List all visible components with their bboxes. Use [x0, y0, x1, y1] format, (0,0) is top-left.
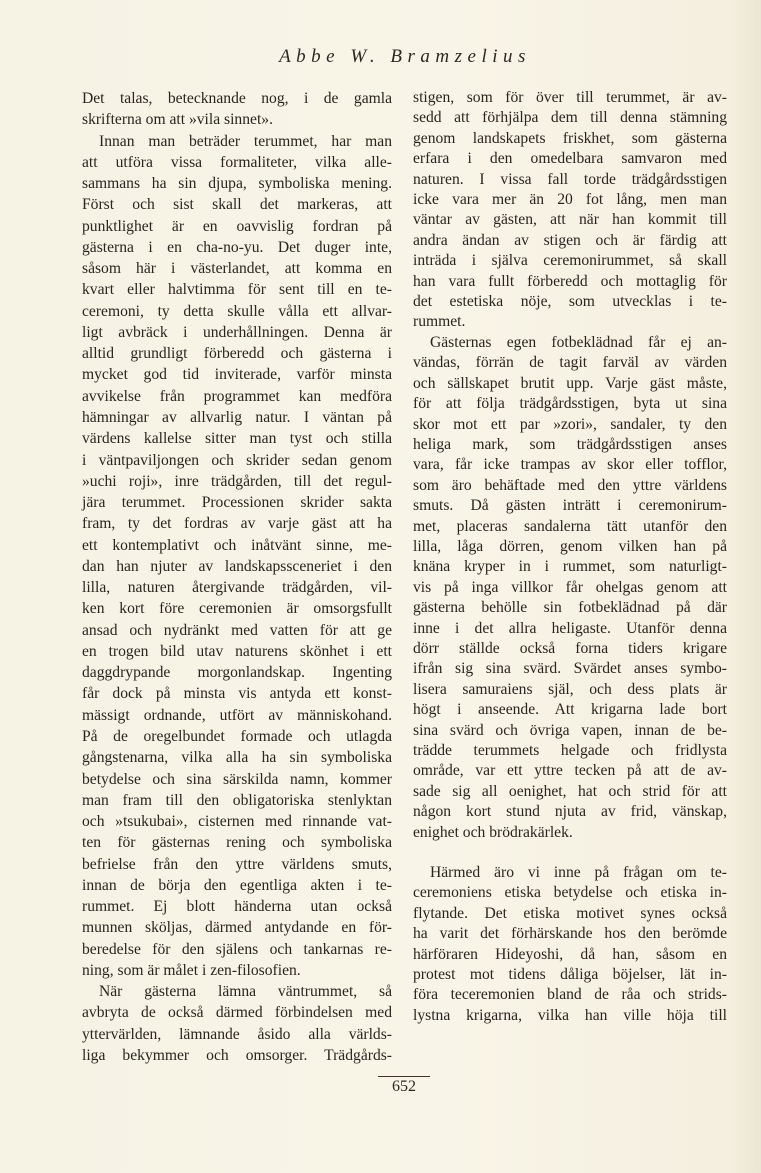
- paragraph: [413, 333, 727, 843]
- text-line: mycket god tid inviterade, varför minsta: [82, 366, 392, 384]
- text-line: lilla, låga dörren, genom vilken han på: [413, 537, 727, 555]
- text-line: det estetiska nöje, som utvecklas i te-: [413, 293, 727, 311]
- left-text-column: [82, 88, 392, 1066]
- text-line: sedd att förhjälpa dem till denna stämning: [413, 109, 727, 127]
- running-title: Abbe W. Bramzelius: [279, 46, 531, 67]
- text-line: liga bekymmer och omsorger. Trädgårds-: [82, 1046, 392, 1064]
- paragraph: [82, 981, 392, 1066]
- text-line: inträda i själva ceremonirummet, så skall: [413, 252, 727, 270]
- text-line: ten för gästernas rening och symboliska: [82, 834, 392, 852]
- text-line: vara, får icke trampas av skor eller tofflor,: [413, 456, 727, 474]
- text-line: ha varit det förhärskande hos den berömde: [413, 925, 727, 943]
- text-line: yttervärlden, lämnande åsido alla världs-: [82, 1025, 392, 1043]
- text-line: vändas, förrän de tagit farväl av värden: [413, 354, 727, 372]
- text-line: munnen sköljas, därmed antydande en för-: [82, 919, 392, 937]
- paragraph: [413, 88, 727, 333]
- text-line: väntar av gästen, att när han kommit till: [413, 211, 727, 229]
- text-line: såsom här i västerlandet, att komma en: [82, 260, 392, 278]
- text-line: På de oregelbundet formade och utlagda: [82, 727, 392, 745]
- text-line: betydelse och sina särskilda namn, kommer: [82, 770, 392, 788]
- text-line: ceremoni, ty detta skulle vålla ett allvar-: [82, 302, 392, 320]
- text-line: »uchi roji», inre trädgården, till det regul-: [82, 472, 392, 490]
- text-line: värdens kallelse sitter man tyst och stilla: [82, 430, 392, 448]
- text-line: Gästernas egen fotbeklädnad får ej an-: [430, 333, 727, 351]
- text-line: alltid grundligt förberedd och gästerna i: [82, 345, 392, 363]
- text-line: man fram till den obligatoriska stenlyktan: [82, 791, 392, 809]
- paragraph: [82, 88, 392, 131]
- text-line: ceremoniens etiska betydelse och etiska in-: [413, 884, 727, 902]
- text-line: andra ändan av stigen och är färdig att: [413, 231, 727, 249]
- text-line: och sällskapet brutit upp. Varje gäst måste,: [413, 374, 727, 392]
- text-line: gångstenarna, vilka alla ha sin symboliska: [82, 749, 392, 767]
- text-line: dörr ställde också forna tiders krigare: [413, 639, 727, 657]
- text-line: heliga mark, som trädgårdsstigen anses: [413, 435, 727, 453]
- text-line: daggdrypande morgonlandskap. Ingenting: [82, 664, 392, 682]
- text-line: hämningar av allvarlig natur. I väntan på: [82, 408, 392, 426]
- text-line: område, var ett yttre tecken på att de av-: [413, 762, 727, 780]
- text-line: Innan man beträder terummet, har man: [99, 132, 392, 150]
- text-line: någon kort stund njuta av frid, vänskap,: [413, 803, 727, 821]
- text-line: lisera samuraiens själ, och dess plats är: [413, 680, 727, 698]
- paragraph: [413, 863, 727, 1026]
- page-number: 652: [378, 1076, 430, 1096]
- text-line: smuts. Då gästen inträtt i ceremonirum-: [413, 497, 727, 515]
- text-line: enighet och brödrakärlek.: [413, 823, 573, 841]
- text-line: När gästerna lämna väntrummet, så: [99, 983, 392, 1001]
- text-line: Det talas, betecknande nog, i de gamla: [82, 90, 392, 107]
- text-line: erfara i den omedelbara samvaron med: [413, 150, 727, 168]
- text-line: innan de börja den egentliga akten i te-: [82, 876, 392, 894]
- text-line: en trogen bild utav naturens skönhet i ett: [82, 642, 392, 660]
- text-line: skrifterna om att »vila sinnet».: [82, 111, 273, 129]
- text-line: ansad och nydränkt med vatten för att ge: [82, 621, 392, 639]
- text-line: i väntpaviljongen och skrider sedan genom: [82, 451, 392, 469]
- text-line: ken kort före ceremonien är omsorgsfullt: [82, 600, 392, 618]
- text-line: genom landskapets friskhet, som gästerna: [413, 129, 727, 147]
- text-line: ligt avbräck i underhållningen. Denna är: [82, 323, 392, 341]
- text-line: för att följa trädgårdsstigen, byta ut sina: [413, 395, 727, 413]
- text-line: föra teceremonien bland de råa och strids-: [413, 986, 727, 1004]
- right-text-column: [413, 88, 727, 1026]
- text-line: naturen. I vissa fall torde trädgårdsstigen: [413, 170, 727, 188]
- text-line: mässigt ordnande, utfört av människohand.: [82, 706, 392, 724]
- text-line: han vara fullt förberedd och mottaglig för: [413, 272, 727, 290]
- text-line: sina svärd och övriga vapen, innan de be-: [413, 721, 727, 739]
- text-line: att utföra vissa formaliteter, vilka alle-: [82, 153, 392, 171]
- text-line: högt i anseende. Att krigarna lade bort: [413, 701, 727, 719]
- text-line: ifrån sig sina svärd. Svärdet anses symbo-: [413, 660, 727, 678]
- text-line: fram, ty det fordras av varje gäst att ha: [82, 515, 392, 533]
- text-line: och »tsukubai», cisternen med rinnande vat-: [82, 813, 392, 831]
- text-line: skor mot ett par »zori», sandaler, ty den: [413, 415, 727, 433]
- text-line: punktlighet är en oavvislig fordran på: [82, 217, 392, 235]
- text-line: gästerna behölle sin fotbeklädnad på där: [413, 599, 727, 617]
- text-line: flytande. Det etiska motivet synes också: [413, 904, 727, 922]
- text-line: får dock på minsta vis antyda ett konst-: [82, 685, 392, 703]
- text-line: dan han njuter av landskapssceneriet i den: [82, 557, 392, 575]
- text-line: rummet. Ej blott händerna utan också: [82, 898, 392, 916]
- text-line: avvikelse från programmet kan medföra: [82, 387, 392, 405]
- text-line: ning, som är målet i zen-filosofien.: [82, 961, 301, 979]
- text-line: sade sig all oenighet, hat och strid för att: [413, 782, 727, 800]
- text-line: met, placeras sandalerna tätt utanför den: [413, 517, 727, 535]
- text-line: befrielse från den yttre världens smuts,: [82, 855, 392, 873]
- text-line: lilla, naturen återgivande trädgården, vil-: [82, 579, 392, 597]
- text-line: ett kontemplativt och inåtvänt sinne, me-: [82, 536, 392, 554]
- text-line: jära terummet. Processionen skrider sakta: [82, 494, 392, 512]
- text-line: sammans ha sin djupa, symboliska mening.: [82, 175, 392, 193]
- text-line: kvart eller halvtimma för sent till en te-: [82, 281, 392, 299]
- text-line: icke vara mer än 20 fot lång, men man: [413, 191, 727, 209]
- text-line: knäna kryper in i rummet, som naturligt-: [413, 558, 727, 576]
- paragraph: [82, 131, 392, 982]
- text-line: Härmed äro vi inne på frågan om te-: [430, 864, 727, 882]
- text-line: trädde terummets helgade och fridlysta: [413, 742, 727, 759]
- text-line: beredelse för den själens och tankarnas re-: [82, 940, 392, 958]
- text-line: protest mot tidens dåliga böjelser, lät in-: [413, 966, 727, 984]
- text-line: gästerna i en cha-no-yu. Det duger inte,: [82, 238, 392, 256]
- text-line: vis på inga villkor får ohelgas genom att: [413, 578, 727, 596]
- text-line: som äro behäftade med den yttre världens: [413, 476, 727, 494]
- text-line: härföraren Hideyoshi, då han, såsom en: [413, 945, 727, 963]
- text-line: stigen, som för över till terummet, är av-: [413, 89, 727, 106]
- paragraph-gap: [413, 843, 727, 863]
- text-line: Först och sist skall det markeras, att: [82, 196, 392, 214]
- text-line: inne i det allra heligaste. Utanför denna: [413, 619, 727, 637]
- text-line: rummet.: [413, 313, 466, 331]
- text-line: avbryta de också därmed förbindelsen med: [82, 1004, 392, 1022]
- text-line: lystna krigarna, vilka han ville höja till: [413, 1006, 727, 1024]
